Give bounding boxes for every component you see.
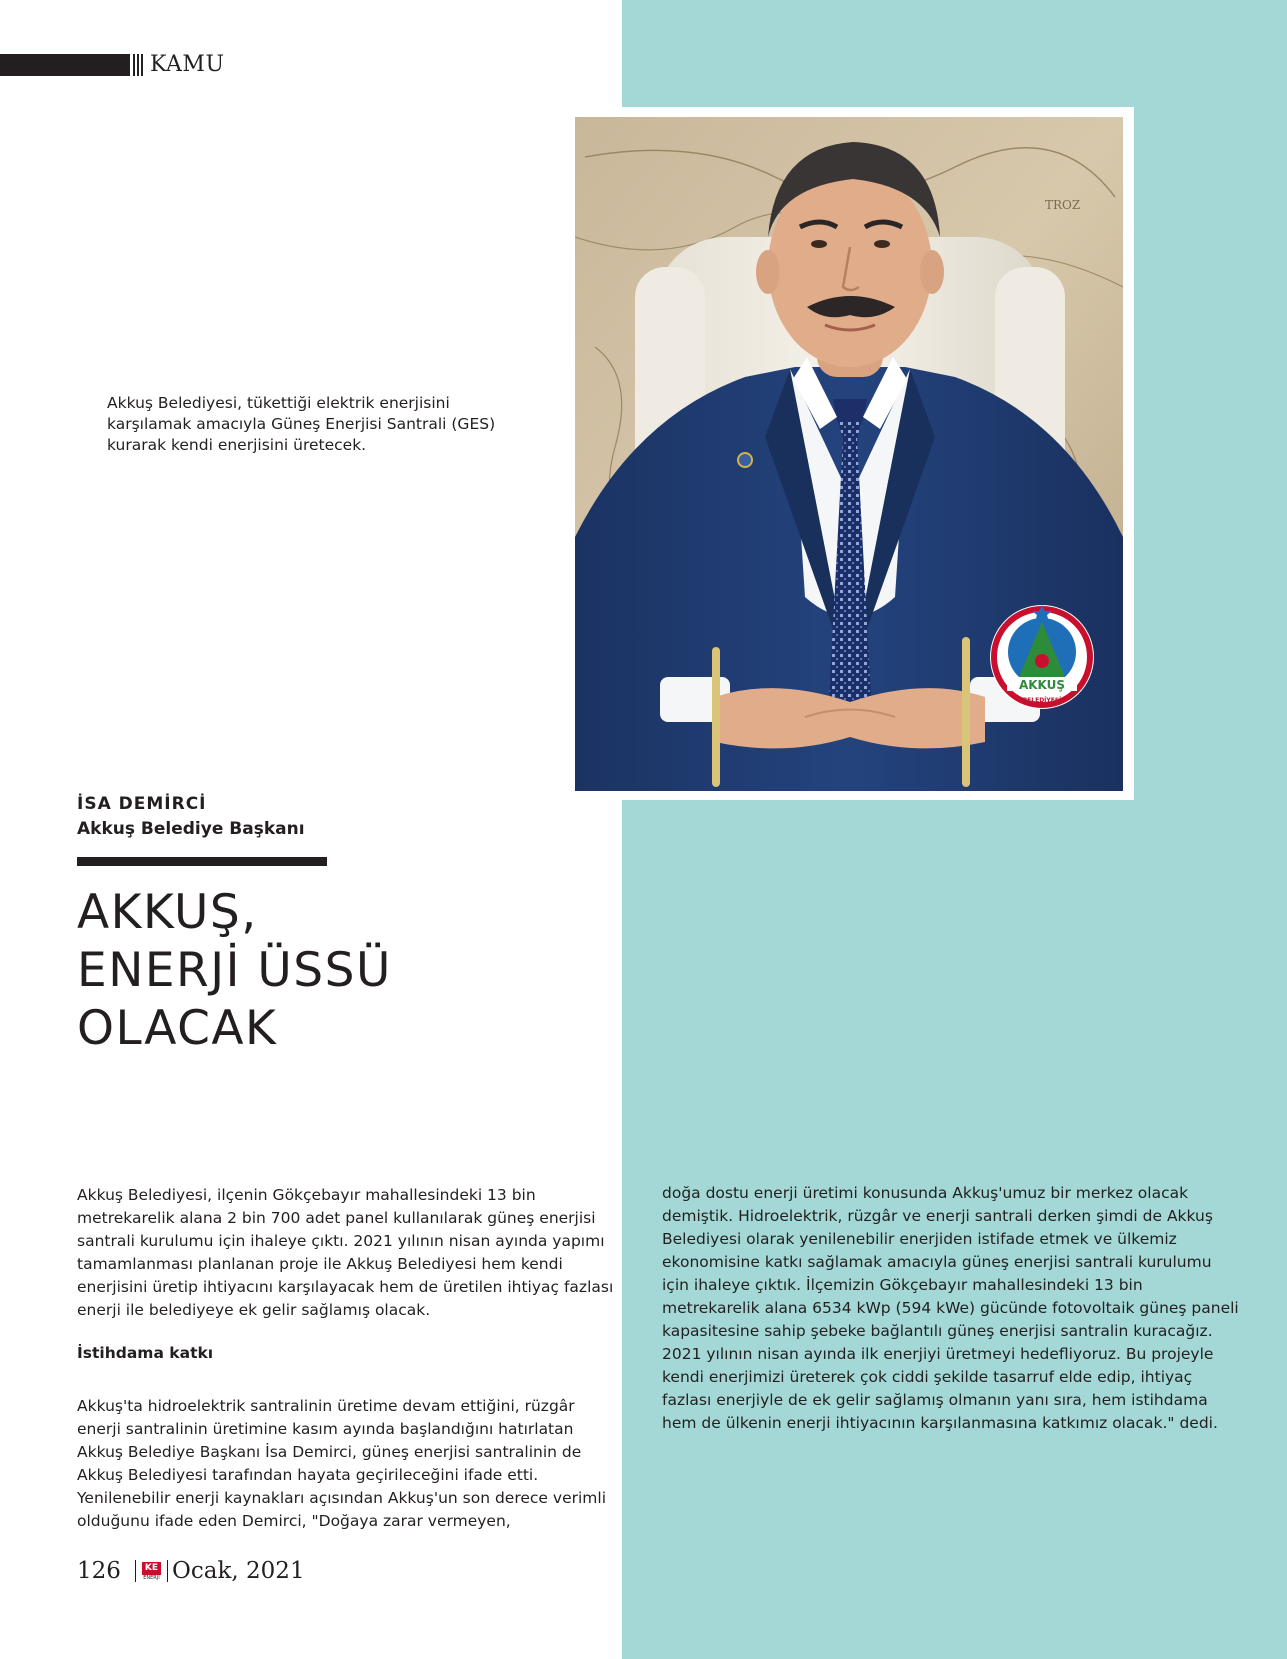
body-paragraph: Akkuş'ta hidroelektrik santralinin üretime devam ettiğini, rüzgâr enerji santralinin üretimine kasım ayında başlandığını hatırlatan Akkuş Belediye Başkanı İsa Demirci, güneş enerjisi santralinin de Akkuş Belediyesi tarafından hayata geçirileceğini ifade etti. Yenilenebilir enerji kaynakları açısından Akkuş'un son derece verimli olduğunu ifade eden Demirci, "Doğaya zarar vermeyen, — [77, 1397, 606, 1530]
magazine-logo-sub: ENERJİ — [143, 1574, 160, 1581]
mayor-portrait-photo — [575, 117, 1123, 791]
section-label: KAMU — [150, 52, 225, 77]
page-number: 126 — [77, 1558, 121, 1584]
author-name: İSA DEMİRCİ — [77, 794, 207, 814]
akkus-municipality-logo — [990, 605, 1094, 709]
magazine-logo — [142, 1562, 161, 1581]
headline-line-1: AKKUŞ, — [77, 885, 258, 940]
body-paragraph: doğa dostu enerji üretimi konusunda Akkuş'umuz bir merkez olacak demiştik. Hidroelektrik, rüzgâr ve enerji santrali derken şimdi de Akkuş Belediyesi olarak yenilenebilir enerjiden istifade etmek ve ülkemiz ekonomisine katkı sağlamak amacıyla güneş enerjisi santrali kurulumu için ihaleye çıktık. İlçemizin Gökçebayır mahallesindeki 13 bin metrekarelik alana 6534 kWp (594 kWe) gücünde fotovoltaik güneş paneli kapasitesine sahip şebeke bağlantılı güneş enerjisi santralin kuracağız. 2021 yılının nisan ayında ilk enerjiyi üretmeyi hedefliyoruz. Bu projeyle kendi enerjimizi üreterek çok ciddi şekilde tasarruf elde edip, ihtiyaç fazlası enerjiyle de ek gelir sağlamış olmanın yanı sıra, hem istihdama hem de ülkenin enerji ihtiyacının karşılanmasına katkımız olacak." dedi. — [662, 1184, 1239, 1432]
body-subheading: İstihdama katkı — [77, 1344, 214, 1362]
logo-subtext: BELEDİYESİ — [1022, 697, 1062, 704]
logo-text: AKKUŞ — [1018, 678, 1066, 692]
map-label: TROZ — [1045, 198, 1081, 212]
headline-line-3: OLACAK — [77, 1001, 278, 1056]
body-column-left — [77, 1184, 622, 1533]
header-bar — [0, 54, 130, 76]
article-headline — [77, 884, 392, 1058]
page-footer — [77, 1558, 305, 1584]
body-column-right — [662, 1182, 1242, 1435]
issue-date: Ocak, 2021 — [172, 1558, 305, 1584]
headline-line-2: ENERJİ ÜSSÜ — [77, 943, 392, 998]
author-title: Akkuş Belediye Başkanı — [77, 819, 305, 839]
body-paragraph: Akkuş Belediyesi, ilçenin Gökçebayır mahallesindeki 13 bin metrekarelik alana 2 bin 700 adet panel kullanılarak güneş enerjisi santrali kurulumu için ihaleye çıktı. 2021 yılının nisan ayında yapımı tamamlanması planlanan proje ile Akkuş Belediyesi hem kendi enerjisini üretip ihtiyacını karşılayacak hem de üretilen ihtiyaç fazlası enerji ile belediyeye ek gelir sağlamış olacak. — [77, 1186, 614, 1319]
footer-separator — [167, 1560, 168, 1582]
author-divider — [77, 857, 327, 866]
magazine-logo-mark: KE — [142, 1562, 161, 1575]
photo-caption: Akkuş Belediyesi, tükettiği elektrik enerjisini karşılamak amacıyla Güneş Enerjisi Santrali (GES) kurarak kendi enerjisini üretecek. — [107, 394, 496, 454]
footer-separator — [135, 1560, 136, 1582]
header-bar-stripes — [133, 54, 145, 76]
